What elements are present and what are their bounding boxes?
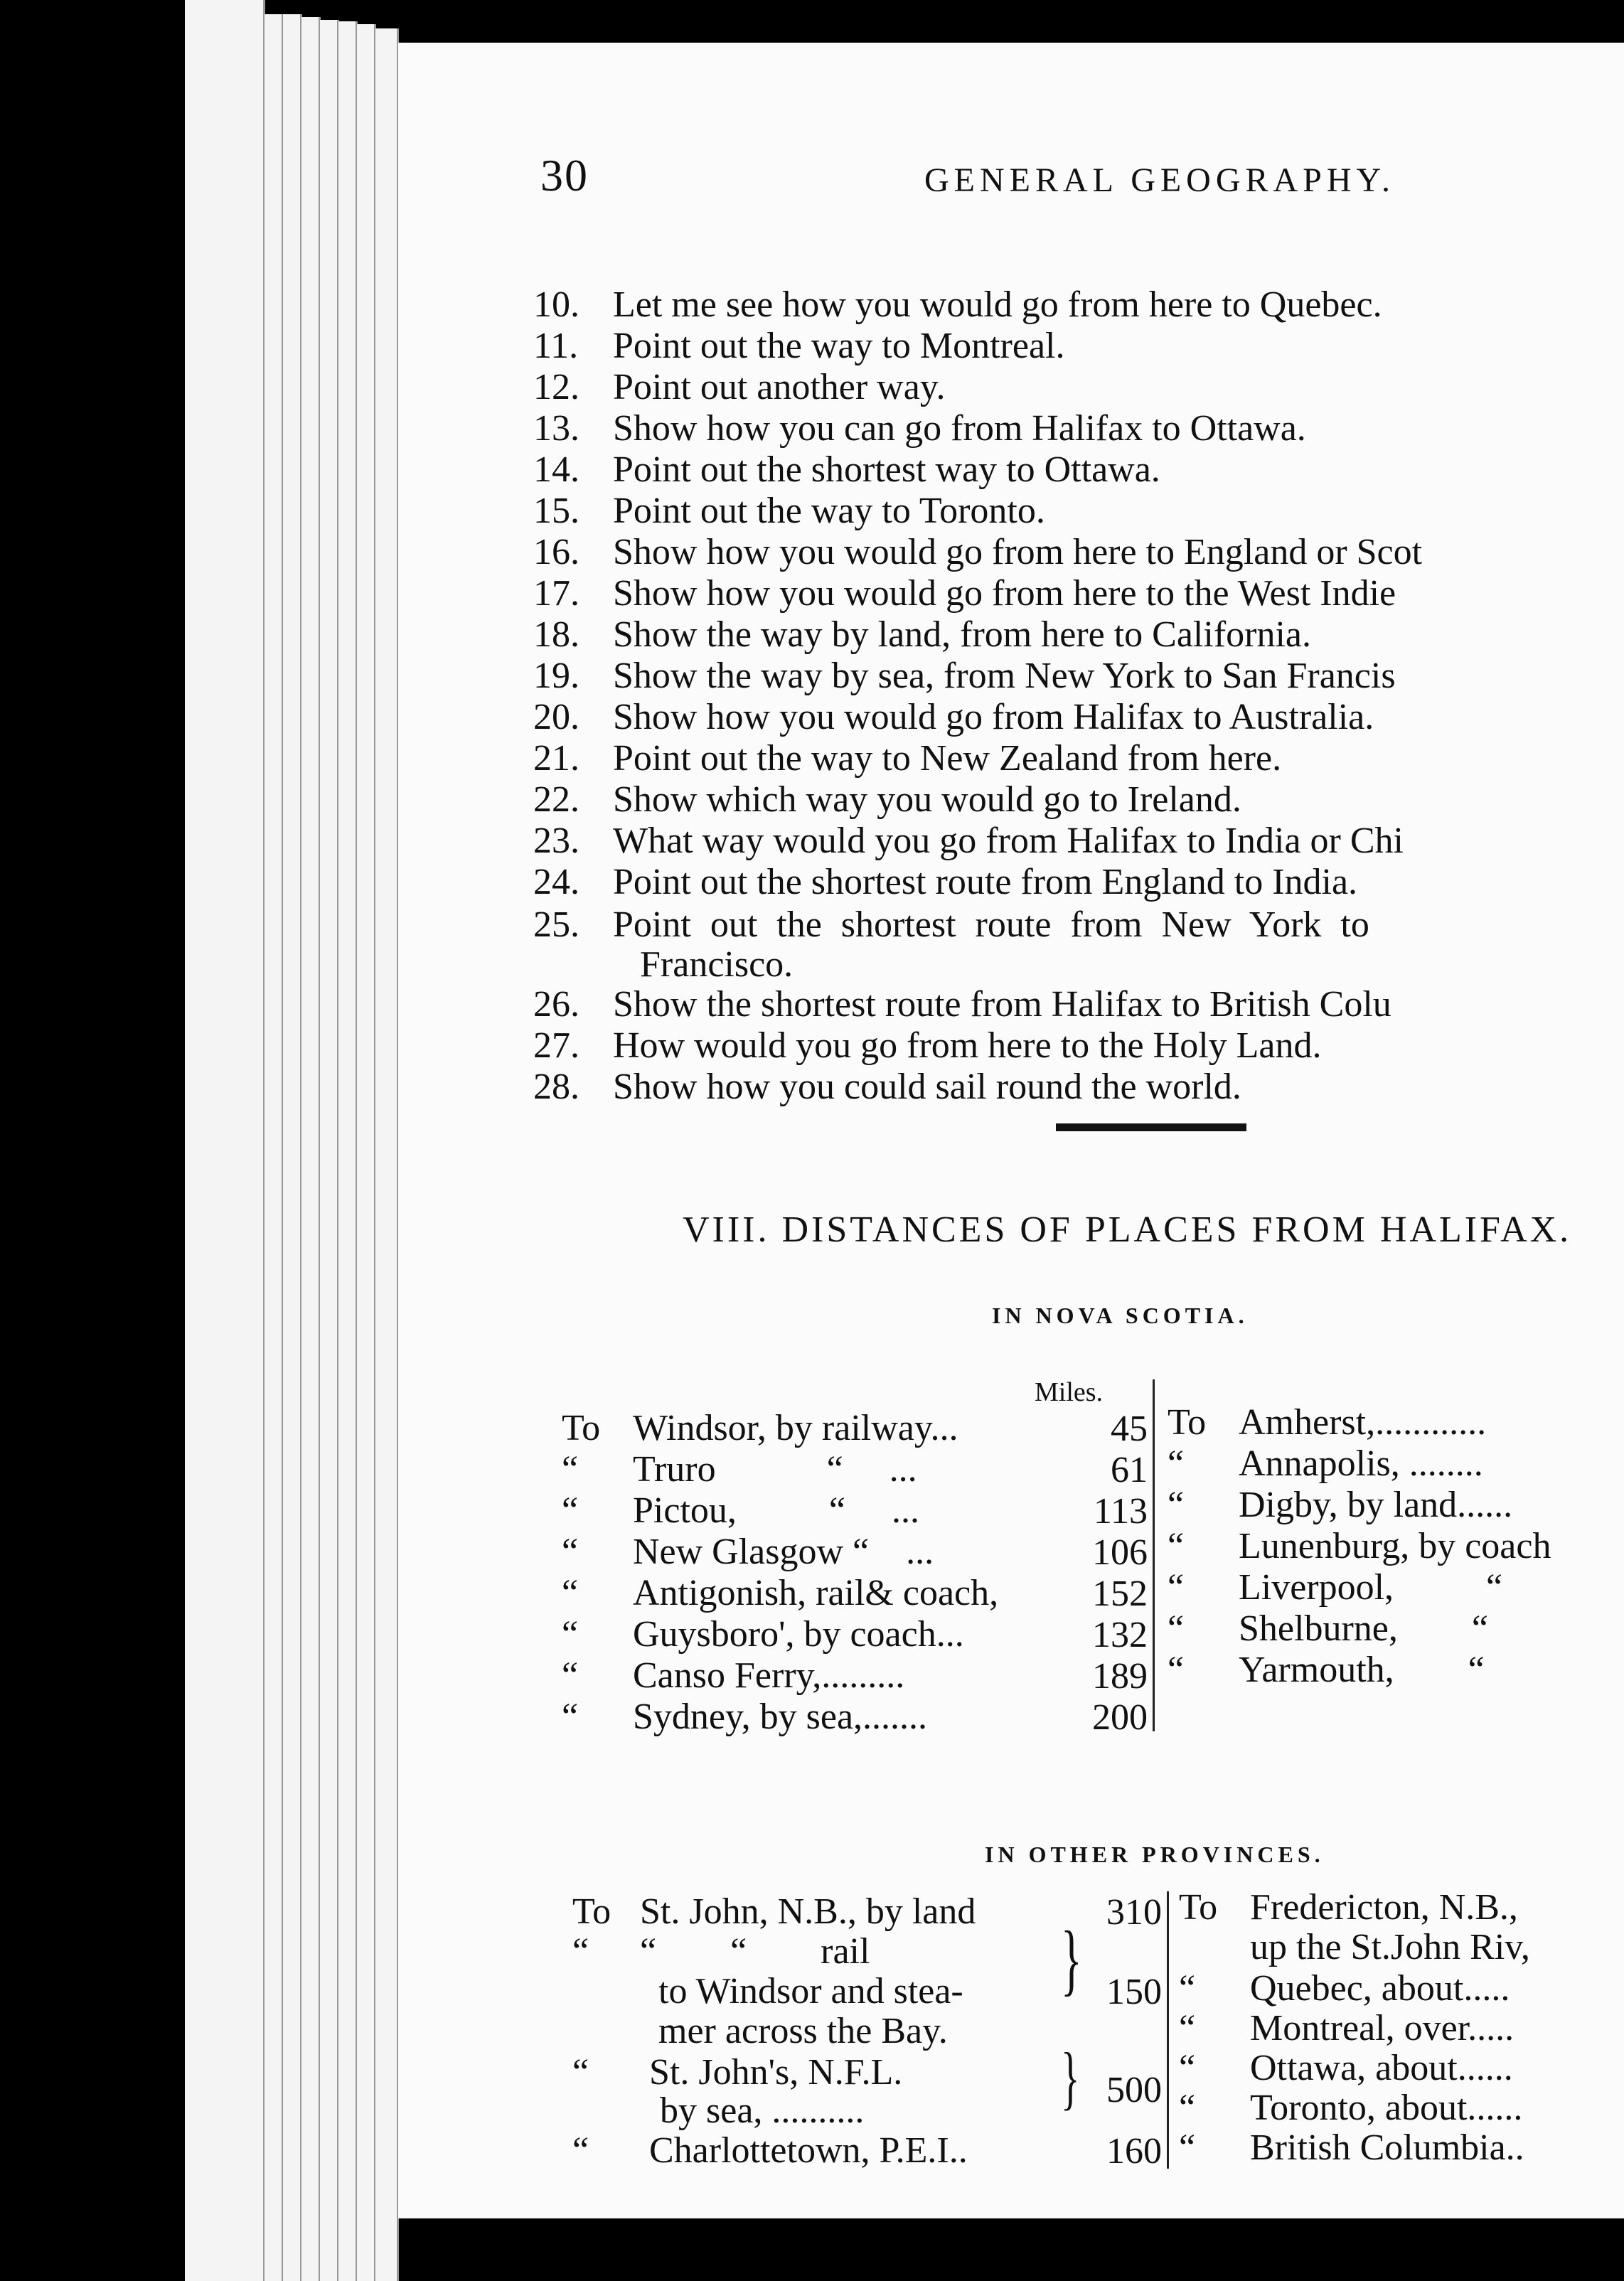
place-name: Pictou, “ ... [633,1490,919,1531]
place-name: Liverpool, “ [1239,1567,1503,1608]
question-text: Show the way by land, from here to California. [613,614,1311,655]
question-number: 22. [533,779,579,820]
place-name: Charlottetown, P.E.I.. [649,2130,968,2171]
distance-row: To Fredericton, N.B., [1179,1887,1518,1928]
miles-value: 152 [1092,1574,1148,1614]
distance-row: To Amherst,............ [1168,1402,1487,1443]
question-text-continuation: Francisco. [640,944,794,985]
place-name: Montreal, over..... [1250,2008,1515,2048]
question-continuation [533,944,794,985]
place-name: Antigonish, rail& coach, [633,1573,999,1613]
question-text: Show the way by sea, from New York to San Francis [613,656,1396,696]
place-name: Quebec, about..... [1250,1968,1510,2009]
distance-row-continuation: by sea, .......... [660,2090,865,2131]
distance-row: “ Yarmouth, “ [1168,1650,1485,1690]
question-item [533,862,1357,903]
question-text: Show the shortest route from Halifax to British Colu [613,984,1391,1025]
question-item [533,367,945,408]
distance-row: “ Shelburne, “ [1168,1608,1488,1649]
page-edge [320,20,339,2281]
question-text: Point out the way to New Zealand from here. [613,738,1282,779]
distance-row: “ Quebec, about..... [1179,1968,1510,2009]
distance-row: “ Truro “ ... [562,1449,917,1490]
question-text: Point out the shortest way to Ottawa. [613,449,1160,490]
miles-value: 500 [1106,2070,1162,2110]
page-edge [357,24,376,2281]
place-name: St. John's, N.F.L. [649,2052,903,2093]
question-text: Point out the shortest route from England to India. [613,862,1358,902]
miles-value: 150 [1106,1972,1162,2012]
page-number: 30 [540,150,589,201]
question-item [533,697,1374,738]
distance-row: “ Toronto, about...... [1179,2088,1523,2128]
question-number: 11. [533,326,579,366]
question-number: 17. [533,573,579,614]
distance-row [1179,1927,1530,1968]
question-number: 21. [533,738,579,779]
question-number: 20. [533,697,579,737]
question-text: Point out another way. [613,367,946,407]
distance-row: “ Antigonish, rail& coach, [562,1573,999,1613]
place-name: Shelburne, “ [1239,1608,1488,1649]
place-name: Ottawa, about...... [1250,2048,1513,2088]
miles-value: 45 [1111,1409,1148,1449]
place-name: “ “ rail [640,1931,870,1972]
running-title: GENERAL GEOGRAPHY. [924,161,1396,199]
question-item [533,1025,1321,1067]
question-number: 16. [533,532,579,572]
place-name: Annapolis, ........ [1239,1443,1483,1484]
question-text: Point out the way to Montreal. [613,326,1065,366]
question-text: Let me see how you would go from here to Quebec. [613,284,1382,325]
question-number: 27. [533,1025,579,1066]
question-text: Show which way you would go to Ireland. [613,779,1241,820]
page-edge [375,28,399,2281]
miles-column-label: Miles. [1035,1377,1104,1407]
question-number: 10. [533,284,579,325]
distance-row: “ “ “ rail [572,1931,870,1972]
page-edge [338,21,358,2281]
miles-value: 113 [1093,1491,1148,1532]
miles-value: 132 [1092,1615,1148,1655]
miles-value: 310 [1106,1892,1162,1933]
question-number: 19. [533,656,579,696]
page-edge [265,14,284,2281]
place-name: Truro “ ... [633,1449,917,1490]
question-item [533,491,1045,532]
distance-row: To Windsor, by railway... [562,1408,958,1448]
place-name: St. John, N.B., by land [640,1891,976,1932]
distance-row: “ Annapolis, ........ [1168,1443,1483,1484]
place-name: up the St.John Riv, [1250,1927,1530,1967]
section-title: VIII. DISTANCES OF PLACES FROM HALIFAX. [683,1209,1572,1250]
distance-row: “ British Columbia.. [1179,2127,1524,2168]
question-text: What way would you go from Halifax to India or Chi [613,821,1404,861]
distance-row: “ Montreal, over..... [1179,2008,1515,2048]
question-item [533,904,1369,946]
distance-row: “ Liverpool, “ [1168,1567,1503,1608]
miles-value: 160 [1106,2131,1162,2172]
distance-row: “ Digby, by land...... [1168,1485,1513,1525]
page-header [540,149,1624,228]
question-item [533,656,1396,697]
distance-row: “ Charlottetown, P.E.I.. [572,2130,968,2171]
place-name: Amherst,............ [1239,1402,1487,1443]
page-edge [283,14,302,2281]
question-text: Point out the shortest route from New York to [613,904,1369,945]
place-name: Windsor, by railway... [633,1408,958,1448]
distance-row: “ Ottawa, about...... [1179,2048,1513,2088]
question-item [533,449,1160,491]
question-item [533,284,1382,326]
question-number: 15. [533,491,579,531]
question-number: 24. [533,862,579,902]
question-item [533,779,1241,821]
distance-row: To St. John, N.B., by land [572,1891,976,1932]
subheading-other-provinces: IN OTHER PROVINCES. [985,1842,1325,1867]
subheading-nova-scotia: IN NOVA SCOTIA. [992,1303,1249,1328]
question-item [533,408,1306,449]
page-edge [185,0,265,2281]
place-name: Yarmouth, “ [1239,1650,1485,1690]
question-number: 28. [533,1067,579,1107]
question-number: 18. [533,614,579,655]
question-text: Show how you would go from here to England or Scot [613,532,1423,572]
distance-row: “ Pictou, “ ... [562,1490,919,1531]
place-name: Lunenburg, by coach [1239,1526,1551,1566]
question-number: 25. [533,904,579,945]
question-text: Show how you would go from Halifax to Australia. [613,697,1374,737]
place-name: Toronto, about...... [1250,2088,1523,2128]
distance-row: “ St. John's, N.F.L. [572,2052,903,2093]
brace-symbol: } [1061,2038,1080,2117]
place-name: Fredericton, N.B., [1250,1887,1518,1928]
question-number: 14. [533,449,579,490]
question-item [533,614,1311,656]
miles-value: 189 [1092,1656,1148,1697]
question-text: Show how you could sail round the world. [613,1067,1241,1107]
question-text: How would you go from here to the Holy Land. [613,1025,1322,1066]
question-item [533,821,1404,862]
question-item [533,573,1396,614]
question-number: 23. [533,821,579,861]
distance-row-continuation: to Windsor and stea- [658,1971,963,2012]
book-page [398,43,1624,2218]
place-name: Sydney, by sea,....... [633,1697,928,1737]
brace-symbol: } [1061,1916,1082,2004]
question-number: 13. [533,408,579,449]
distance-row: “ Guysboro', by coach... [562,1614,964,1655]
place-name: New Glasgow “ ... [633,1532,934,1572]
question-item [533,532,1422,573]
column-divider [1153,1379,1155,1731]
question-text: Show how you would go from here to the West Indie [613,573,1396,614]
miles-value: 200 [1092,1697,1148,1738]
column-divider [1167,1891,1169,2169]
page-edge [301,17,321,2281]
miles-value: 61 [1111,1450,1148,1490]
place-name: Canso Ferry,......... [633,1655,905,1696]
question-item [533,984,1391,1025]
place-name: Digby, by land...... [1239,1485,1513,1525]
question-item [533,326,1064,367]
question-item [533,738,1281,779]
question-text: Show how you can go from Halifax to Ottawa. [613,408,1306,449]
distance-row: “ Lunenburg, by coach [1168,1526,1551,1566]
miles-value: 106 [1092,1532,1148,1573]
distance-row: “ Canso Ferry,......... [562,1655,905,1696]
distance-row: “ Sydney, by sea,....... [562,1697,928,1737]
question-number: 12. [533,367,579,407]
distance-row: “ New Glasgow “ ... [562,1532,934,1572]
place-name: Guysboro', by coach... [633,1614,964,1655]
question-item [533,1067,1241,1108]
question-text: Point out the way to Toronto. [613,491,1045,531]
question-number: 26. [533,984,579,1025]
distance-row-continuation: mer across the Bay. [658,2011,948,2051]
section-divider [1056,1123,1246,1131]
place-name: British Columbia.. [1250,2127,1524,2168]
